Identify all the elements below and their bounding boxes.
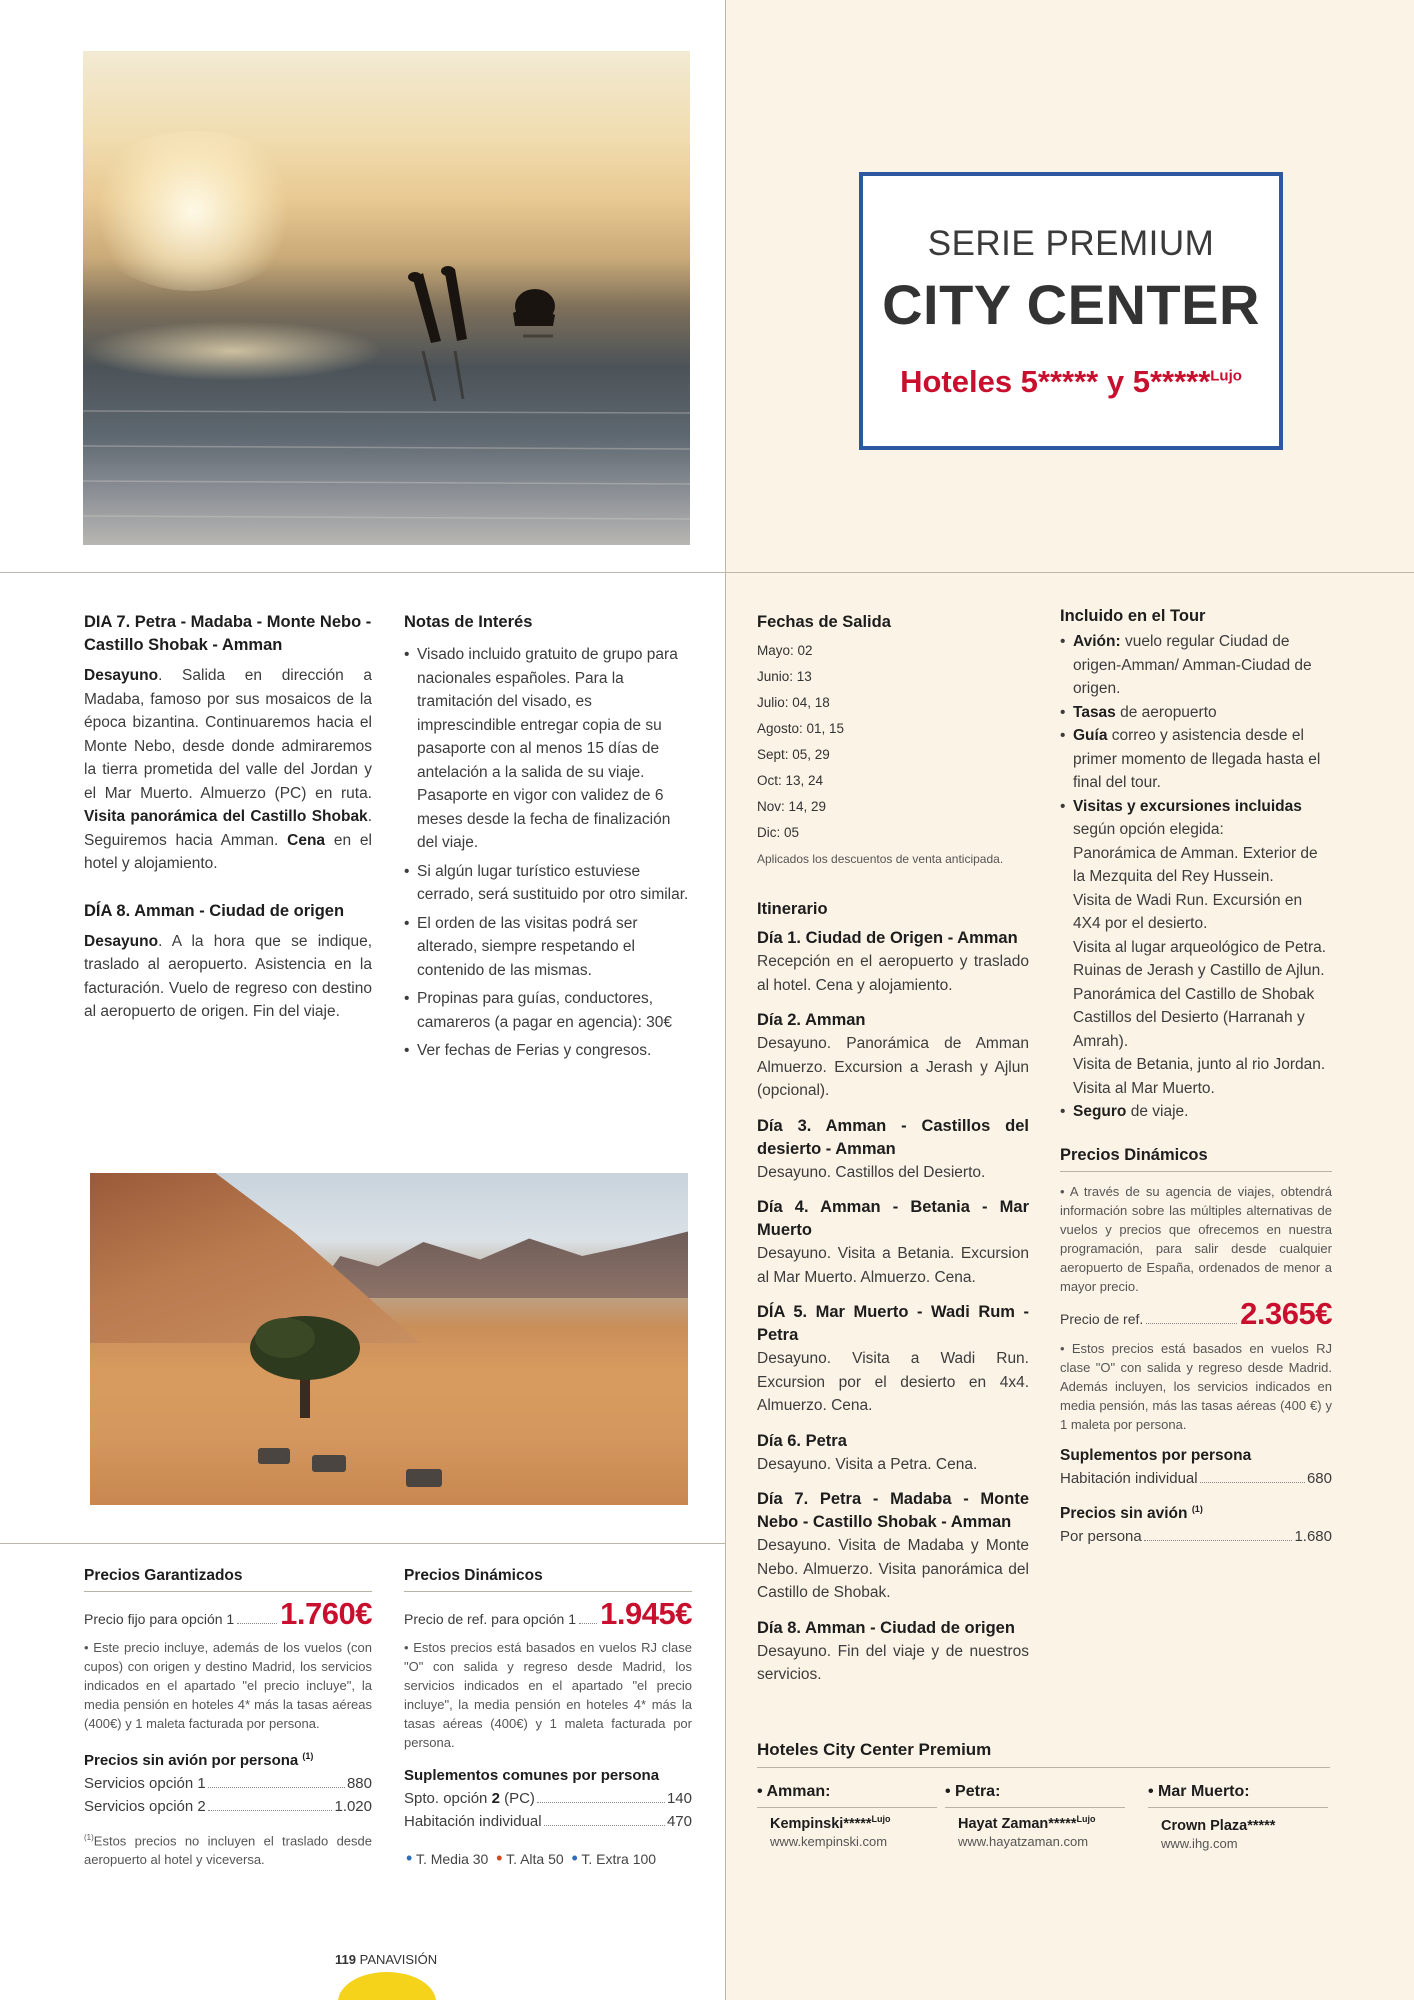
- service-option-label: Servicios opción 2: [84, 1797, 206, 1815]
- notes-list: [404, 643, 694, 1063]
- itinerary-day-text: Recepción en el aeropuerto y traslado al hotel. Cena y alojamiento.: [757, 953, 1029, 994]
- page-number: 119: [335, 1952, 356, 1967]
- season-alta: T. Alta 50: [506, 1850, 564, 1867]
- itinerary-day-title: Día 2. Amman: [757, 1011, 866, 1029]
- common-supplement-value: 470: [666, 1812, 692, 1830]
- ref-price-note-body: Estos precios está basados en vuelos RJ clase "O" con salida y regreso desde Madrid. Además incluyen, los servicios indicados en media pensión, más las tasas aéreas (400 €) y 1 maleta por persona.: [1060, 1341, 1332, 1432]
- dynamic-price-note-body: Estos precios está basados en vuelos RJ clase "O" con salida y regreso desde Madrid, los servicios indicados en el apartado "el precio incluye", la media pensión en hoteles 4* más la tasas aéreas (400€) y 1 maleta facturada por persona.: [404, 1639, 692, 1750]
- supplement-label: Habitación individual: [1060, 1470, 1198, 1487]
- itinerary-day-title: Día 8. Amman - Ciudad de origen: [757, 1618, 1015, 1637]
- included-visit: Visita de Betania, junto al rio Jordan.: [1073, 1056, 1326, 1073]
- departures-itinerary-column: [757, 611, 1029, 1687]
- itinerary-day-text: Desayuno. Visita de Madaba y Monte Nebo. Almuerzo. Visita panorámica del Castillo de Shobak.: [757, 1537, 1029, 1601]
- footnote: [84, 1828, 372, 1869]
- guaranteed-prices-block: [84, 1564, 372, 1869]
- guaranteed-price-value: 1.760€: [280, 1596, 372, 1631]
- included-visit: Visita al lugar arqueológico de Petra.: [1073, 938, 1327, 956]
- departures-heading: Fechas de Salida: [757, 613, 891, 631]
- hotel-name-text: Hayat Zaman*****: [958, 1815, 1077, 1832]
- supplement-row: [1060, 1467, 1332, 1490]
- series-name: CITY CENTER: [882, 273, 1260, 336]
- no-flight-row: [1060, 1525, 1332, 1548]
- itinerary-day-text: Desayuno. Panorámica de Amman Almuerzo. Excursion a Jerash y Ajlun (opcional).: [757, 1035, 1029, 1099]
- itinerary-heading: Itinerario: [757, 900, 828, 918]
- common-supplement-row: [404, 1810, 692, 1833]
- hotel-city: • Mar Muerto:: [1148, 1783, 1328, 1808]
- included-visit: Ruinas de Jerash y Castillo de Ajlun. Panorámica del Castillo de Shobak: [1073, 962, 1325, 1003]
- itinerary-day-title: Día 3. Amman - Castillos del desierto - Amman: [757, 1116, 1029, 1158]
- hotel-name-text: Crown Plaza*****: [1161, 1818, 1276, 1834]
- hotel-website[interactable]: www.kempinski.com: [770, 1833, 888, 1849]
- included-visit: Panorámica de Amman. Exterior de la Mezquita del Rey Hussein.: [1073, 844, 1318, 885]
- common-supplement-row: [404, 1787, 692, 1810]
- service-option-row: [84, 1795, 372, 1818]
- itinerary-day-text: Desayuno. Visita a Wadi Run. Excursion por el desierto en 4x4. Almuerzo. Cena.: [757, 1350, 1029, 1414]
- hotel-column: [1148, 1783, 1328, 1851]
- no-flight-sup: (1): [1191, 1504, 1203, 1514]
- no-flight-per-person-sup: (1): [302, 1750, 314, 1761]
- no-flight-per-person-heading: [84, 1745, 372, 1772]
- ref-price-label: Precio de ref.: [1060, 1310, 1144, 1327]
- included-column: [1060, 605, 1332, 1548]
- included-item: [1060, 724, 1332, 795]
- page-divider: [725, 0, 726, 2000]
- dynamic-price-note: • Estos precios está basados en vuelos RJ clase "O" con salida y regreso desde Madrid, los servicios indicados en el apartado "el precio incluye", la media pensión en hoteles 4* más la tasas aéreas (400€) y 1 maleta facturada por persona.: [404, 1639, 692, 1750]
- note-item: • El orden de las visitas podrá ser alterado, siempre respetando el contenido de las mismas.: [404, 912, 694, 983]
- service-option-row: [84, 1772, 372, 1795]
- itinerary-day-text: Desayuno. Visita a Petra. Cena.: [757, 1455, 978, 1473]
- included-visits-text: según opción elegida:: [1073, 821, 1224, 838]
- hotel-column: [945, 1783, 1125, 1849]
- departures-note: Aplicados los descuentos de venta anticipada.: [757, 852, 1004, 866]
- no-flight-per-person-title: Precios sin avión por persona: [84, 1751, 299, 1769]
- included-flight-label: Avión:: [1073, 633, 1121, 650]
- guaranteed-price-note: • Este precio incluye, además de los vuelos (con cupos) con origen y destino Madrid, los servicios indicados en el apartado "el precio incluye", la media pensión en hoteles 4* más la tasas aéreas (400€) y 1 maleta facturada por persona.: [84, 1639, 372, 1731]
- included-item: [1060, 795, 1332, 1101]
- hotel-city-name: Petra:: [955, 1783, 1001, 1800]
- horizontal-divider-bottom: [0, 1543, 725, 1544]
- itinerary-day-text: Desayuno. Fin del viaje y de nuestros servicios.: [757, 1642, 1029, 1683]
- series-title-box: [859, 172, 1283, 450]
- itinerary-day: [757, 1488, 1029, 1605]
- common-supplement-label: [404, 1787, 535, 1810]
- itinerary-day-title: Día 1. Ciudad de Origen - Amman: [757, 929, 1018, 947]
- departure-dates: [757, 638, 1029, 846]
- service-option-label: Servicios opción 1: [84, 1774, 206, 1792]
- notes-heading: Notas de Interés: [404, 613, 533, 631]
- day7-bold-3: Cena: [287, 831, 326, 849]
- dynamic-prices-heading: Precios Dinámicos: [1060, 1144, 1332, 1172]
- supplement-label-post: (PC): [499, 1789, 535, 1807]
- dynamic-price-row: [404, 1596, 692, 1632]
- note-item: • Visado incluido gratuito de grupo para nacionales españoles. Para la tramitación del visado, es imprescindible entregar copia de su pasaporte con al menos 15 días de antelación a la salida de su viaje. Pasaporte en vigor con validez de 6 meses desde la fecha de finalización del viaje.: [404, 643, 694, 855]
- included-list: [1060, 630, 1332, 1124]
- date-row: Sept: 05, 29: [757, 747, 830, 762]
- dynamic-prices-text-body: A través de su agencia de viajes, obtendrá información sobre las múltiples alternativas de vuelos y precios que ofrecemos en nuestra programación, para salir desde cualquier aeropuerto de España, ordenados de menor a mayor precio.: [1060, 1183, 1332, 1294]
- season-dot-blue: •: [406, 1847, 413, 1868]
- dynamic-prices-block: [404, 1564, 692, 1871]
- dynamic-price-value: 1.945€: [600, 1596, 692, 1631]
- wadi-rum-photo: [90, 1173, 688, 1505]
- hotel-website[interactable]: www.ihg.com: [1161, 1836, 1238, 1851]
- supplement-label-pre: Spto. opción: [404, 1789, 492, 1807]
- included-visits-label: Visitas y excursiones incluidas: [1073, 797, 1302, 815]
- included-visit: Visita al Mar Muerto.: [1073, 1079, 1215, 1097]
- day8-text: [84, 930, 372, 1024]
- footnote-text: Estos precios no incluyen el traslado desde aeropuerto al hotel y viceversa.: [84, 1832, 372, 1867]
- hotels-heading: Hoteles City Center Premium: [757, 1738, 1330, 1768]
- guaranteed-price-note-body: Este precio incluye, además de los vuelos (con cupos) con origen y destino Madrid, los servicios indicados en el apartado "el precio incluye", la media pensión en hoteles 4* más la tasas aéreas (400€) y 1 maleta facturada por persona.: [84, 1639, 372, 1731]
- included-visit: Castillos del Desierto (Harranah y Amrah).: [1073, 1009, 1305, 1050]
- ref-price-row: [1060, 1295, 1332, 1332]
- included-visit: Visita de Wadi Run. Excursión en 4X4 por el desierto.: [1073, 891, 1303, 932]
- included-tax-label: Tasas: [1073, 703, 1116, 721]
- note-item: • Si algún lugar turístico estuviese cerrado, será sustituido por otro similar.: [404, 860, 694, 907]
- itinerary-day: [757, 1196, 1029, 1289]
- no-flight-value: 1.680: [1294, 1528, 1332, 1546]
- itinerary-day-text: Desayuno. Castillos del Desierto.: [757, 1163, 986, 1181]
- day7-text-2: . Seguiremos hacia Amman.: [84, 808, 372, 849]
- itinerary-day-text: Desayuno. Visita a Betania. Excursion al Mar Muerto. Almuerzo. Cena.: [757, 1245, 1029, 1286]
- included-tax-text: de aeropuerto: [1115, 703, 1217, 721]
- hotel-name-sup: Lujo: [1076, 1814, 1096, 1824]
- itinerary-day: [757, 927, 1029, 997]
- hotel-city-name: Mar Muerto:: [1158, 1783, 1250, 1800]
- notes-column: [404, 611, 694, 1068]
- date-row: Julio: 04, 18: [757, 695, 830, 710]
- service-option-value: 880: [346, 1774, 372, 1792]
- itinerary-day-title: Día 6. Petra: [757, 1431, 847, 1450]
- season-extra: T. Extra 100: [581, 1850, 657, 1867]
- itinerary-day-title: Día 7. Petra - Madaba - Monte Nebo - Castillo Shobak - Amman: [757, 1490, 1029, 1531]
- hotels-section: [757, 1738, 1330, 1768]
- hotel-name: [1148, 1818, 1328, 1834]
- note-item: • Propinas para guías, conductores, camareros (a pagar en agencia): 30€: [404, 987, 694, 1034]
- date-row: Mayo: 02: [757, 643, 813, 658]
- included-item: [1060, 1100, 1332, 1124]
- included-insurance-text: de viaje.: [1126, 1103, 1189, 1120]
- hotel-category-sup: Lujo: [1210, 367, 1242, 385]
- footnote-sup: (1): [84, 1832, 94, 1842]
- date-row: Oct: 13, 24: [757, 773, 824, 788]
- hotel-column: [757, 1783, 937, 1849]
- page-footer: [335, 1952, 437, 1967]
- season-media: T. Media 30: [415, 1850, 489, 1867]
- day7-bold-2: Visita panorámica del Castillo Shobak: [84, 808, 368, 825]
- day7-heading: DIA 7. Petra - Madaba - Monte Nebo - Castillo Shobak - Amman: [84, 613, 372, 654]
- brand-name: PANAVISIÓN: [359, 1952, 438, 1967]
- included-heading: Incluido en el Tour: [1060, 607, 1206, 625]
- hotel-city: • Amman:: [757, 1783, 937, 1808]
- ref-price-note: • Estos precios está basados en vuelos RJ clase "O" con salida y regreso desde Madrid. Además incluyen, los servicios indicados en media pensión, más las tasas aéreas (400 €) y 1 maleta por persona.: [1060, 1341, 1332, 1432]
- season-dot-blue: •: [571, 1847, 578, 1868]
- day8-text-body: . A la hora que se indique, traslado al aeropuerto. Asistencia en la facturación. Vuelo de regreso con destino al aeropuerto de origen. Fin del viaje.: [84, 932, 372, 1020]
- itinerary-day: [757, 1617, 1029, 1687]
- date-row: Junio: 13: [757, 669, 812, 684]
- hotel-category: [863, 364, 1279, 400]
- hotel-category-text: Hoteles 5***** y 5*****: [900, 364, 1211, 399]
- no-flight-label: Por persona: [1060, 1528, 1142, 1546]
- itinerary-day-title: DÍA 5. Mar Muerto - Wadi Rum - Petra: [757, 1303, 1029, 1344]
- note-item: • Ver fechas de Ferias y congresos.: [404, 1039, 694, 1063]
- no-flight-heading: [1060, 1498, 1332, 1525]
- footer-yellow-badge: [338, 1972, 436, 2000]
- common-supplement-label: Habitación individual: [404, 1812, 542, 1830]
- hotel-name: [757, 1814, 937, 1832]
- included-guide-label: Guía: [1073, 727, 1108, 744]
- included-guide-text: correo y asistencia desde el primer momento de llegada hasta el final del tour.: [1073, 727, 1321, 791]
- itinerary-day: [757, 1301, 1029, 1418]
- hotel-name-text: Kempinski*****: [770, 1815, 872, 1832]
- guaranteed-price-label: Precio fijo para opción 1: [84, 1611, 235, 1627]
- day7-lead: Desayuno: [84, 667, 159, 684]
- included-item: [1060, 630, 1332, 701]
- day7-text-1: . Salida en dirección a Madaba, famoso por sus mosaicos de la época bizantina. Continuaremos hacia el Monte Nebo, desde donde admiraremos la tierra prometida del valle del Jordan y el Mar Muerto. Almuerzo (PC) en ruta.: [84, 667, 372, 802]
- season-dot-red: •: [496, 1847, 503, 1868]
- guaranteed-price-row: [84, 1596, 372, 1632]
- hotel-name-sup: Lujo: [871, 1814, 891, 1824]
- dynamic-prices-left-heading: Precios Dinámicos: [404, 1564, 692, 1592]
- series-label: SERIE PREMIUM: [927, 224, 1215, 263]
- common-supplements-heading: Suplementos comunes por persona: [404, 1766, 660, 1784]
- service-option-value: 1.020: [334, 1797, 372, 1815]
- itinerary-detail-column: [84, 611, 372, 1024]
- day8-heading: DÍA 8. Amman - Ciudad de origen: [84, 901, 345, 920]
- common-supplement-value: 140: [666, 1789, 692, 1807]
- supplement-label-bold: 2: [491, 1789, 500, 1807]
- day7-text-3: en el hotel y alojamiento.: [84, 831, 372, 872]
- ref-price-value: 2.365€: [1240, 1295, 1332, 1331]
- itinerary-day: [757, 1009, 1029, 1103]
- day7-text: [84, 664, 372, 876]
- date-row: Nov: 14, 29: [757, 799, 827, 814]
- dead-sea-photo: [83, 51, 690, 545]
- hotel-city: • Petra:: [945, 1783, 1125, 1808]
- itinerary-day-title: Día 4. Amman - Betania - Mar Muerto: [757, 1198, 1029, 1239]
- hotel-name: [945, 1814, 1125, 1832]
- day8-lead: Desayuno: [84, 932, 159, 950]
- date-row: Dic: 05: [757, 825, 800, 840]
- itinerary-day: [757, 1115, 1029, 1185]
- supplement-value: 680: [1306, 1470, 1332, 1487]
- hotel-website[interactable]: www.hayatzaman.com: [958, 1833, 1089, 1849]
- hotel-city-name: Amman:: [766, 1783, 831, 1800]
- included-flight-text: vuelo regular Ciudad de origen-Amman/ Amman-Ciudad de origen.: [1073, 633, 1312, 697]
- date-row: Agosto: 01, 15: [757, 721, 845, 736]
- guaranteed-prices-heading: Precios Garantizados: [84, 1564, 372, 1592]
- season-supplements: [404, 1847, 692, 1872]
- no-flight-title: Precios sin avión: [1060, 1505, 1188, 1523]
- itinerary-day: [757, 1430, 1029, 1477]
- horizontal-divider-top: [0, 572, 1414, 573]
- dynamic-price-label: Precio de ref. para opción 1: [404, 1611, 576, 1627]
- included-insurance-label: Seguro: [1073, 1103, 1127, 1120]
- supplements-heading: Suplementos por persona: [1060, 1447, 1252, 1464]
- dynamic-prices-text: • A través de su agencia de viajes, obtendrá información sobre las múltiples alternativas de vuelos y precios que ofrecemos en nuestra programación, para salir desde cualquier aeropuerto de España, ordenados de menor a mayor precio.: [1060, 1183, 1332, 1294]
- included-item: [1060, 701, 1332, 725]
